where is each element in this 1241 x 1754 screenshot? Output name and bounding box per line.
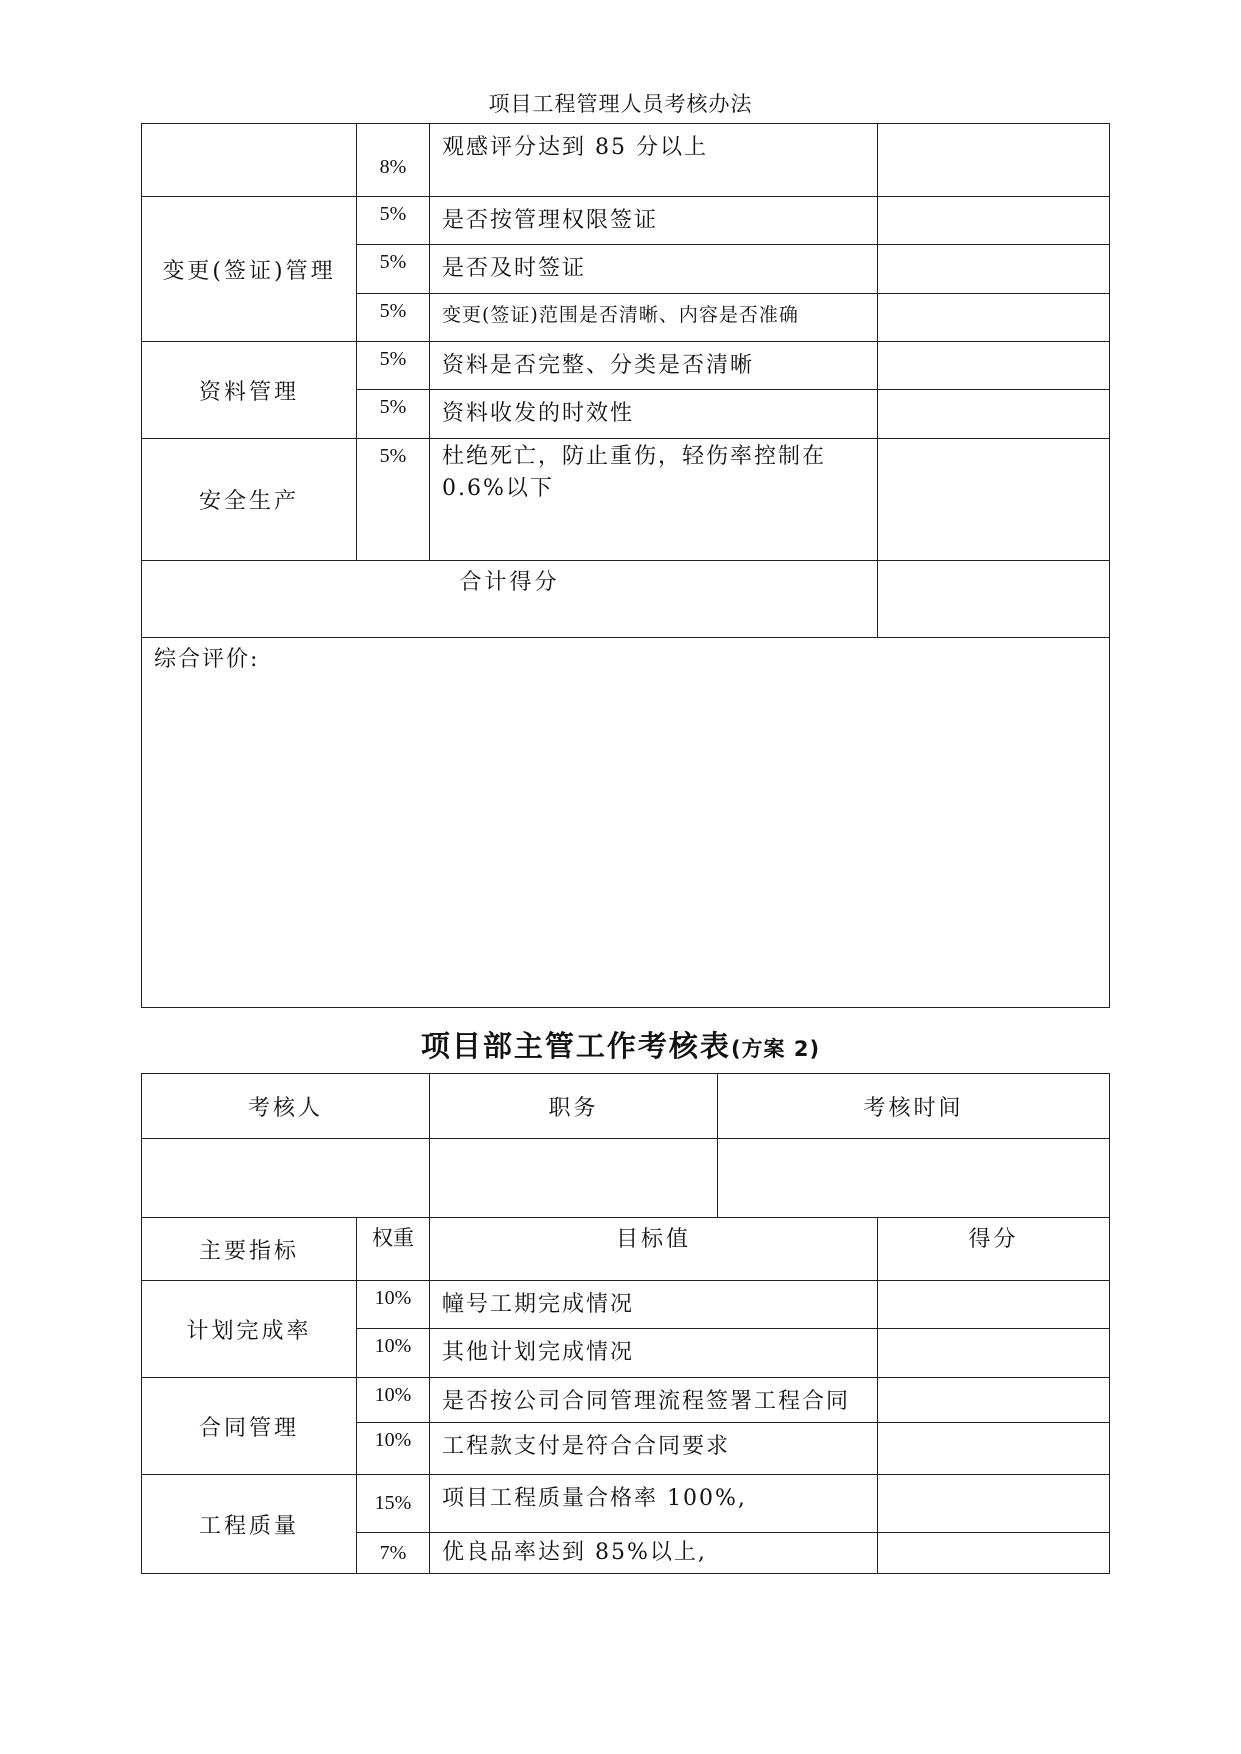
target-cell: 其他计划完成情况 — [430, 1329, 878, 1378]
score-cell[interactable] — [878, 197, 1110, 245]
weight-header: 权重 — [357, 1218, 430, 1281]
category-cell: 资料管理 — [142, 342, 357, 439]
section-title-text: 项目部主管工作考核表 — [420, 1029, 731, 1063]
weight-cell: 5% — [357, 245, 430, 294]
score-header: 得分 — [878, 1218, 1110, 1281]
category-cell: 工程质量 — [142, 1475, 357, 1574]
table-row — [142, 439, 1110, 561]
target-cell: 幢号工期完成情况 — [430, 1281, 878, 1329]
score-cell[interactable] — [878, 124, 1110, 197]
score-cell[interactable] — [878, 245, 1110, 294]
weight-cell: 7% — [357, 1533, 430, 1574]
weight-cell: 10% — [357, 1378, 430, 1423]
total-row — [142, 561, 1110, 638]
table-row — [142, 342, 1110, 390]
assessment-table-continued — [141, 123, 1110, 1008]
score-cell[interactable] — [878, 439, 1110, 561]
position-value[interactable] — [430, 1139, 718, 1218]
weight-cell: 5% — [357, 342, 430, 390]
header-values-row — [142, 1139, 1110, 1218]
target-cell: 观感评分达到 85 分以上 — [430, 124, 878, 197]
weight-cell: 10% — [357, 1329, 430, 1378]
score-cell[interactable] — [878, 1378, 1110, 1423]
time-value[interactable] — [718, 1139, 1110, 1218]
target-cell: 是否按管理权限签证 — [430, 197, 878, 245]
header-row — [142, 1074, 1110, 1139]
section-title — [0, 1024, 1241, 1065]
category-cell: 变更(签证)管理 — [142, 197, 357, 342]
target-header: 目标值 — [430, 1218, 878, 1281]
score-cell[interactable] — [878, 342, 1110, 390]
table-row — [142, 1378, 1110, 1423]
score-cell[interactable] — [878, 1423, 1110, 1475]
weight-cell: 5% — [357, 390, 430, 439]
category-cell: 合同管理 — [142, 1378, 357, 1475]
weight-cell: 5% — [357, 197, 430, 245]
target-cell: 杜绝死亡，防止重伤，轻伤率控制在0.6%以下 — [430, 439, 878, 561]
weight-cell: 10% — [357, 1281, 430, 1329]
score-cell[interactable] — [878, 390, 1110, 439]
position-header: 职务 — [430, 1074, 718, 1139]
score-cell[interactable] — [878, 1533, 1110, 1574]
assessor-header: 考核人 — [142, 1074, 430, 1139]
supervisor-assessment-table — [141, 1073, 1110, 1574]
indicator-cell — [142, 124, 357, 197]
evaluation-label[interactable]: 综合评价: — [142, 638, 1110, 1008]
indicator-header: 主要指标 — [142, 1218, 357, 1281]
target-cell: 是否及时签证 — [430, 245, 878, 294]
score-cell[interactable] — [878, 1329, 1110, 1378]
target-cell: 资料收发的时效性 — [430, 390, 878, 439]
weight-cell: 5% — [357, 439, 430, 561]
assessor-value[interactable] — [142, 1139, 430, 1218]
table-row — [142, 197, 1110, 245]
target-cell: 变更(签证)范围是否清晰、内容是否准确 — [430, 294, 878, 342]
table-row — [142, 1281, 1110, 1329]
target-cell: 项目工程质量合格率 100%, — [430, 1475, 878, 1533]
page-header: 项目工程管理人员考核办法 — [488, 92, 753, 116]
score-cell[interactable] — [878, 1281, 1110, 1329]
score-cell[interactable] — [878, 1475, 1110, 1533]
column-header-row — [142, 1218, 1110, 1281]
target-cell: 工程款支付是符合合同要求 — [430, 1423, 878, 1475]
section-subtitle: (方案 2) — [730, 1037, 821, 1061]
total-label: 合计得分 — [142, 561, 878, 638]
weight-cell: 15% — [357, 1475, 430, 1533]
weight-cell: 10% — [357, 1423, 430, 1475]
target-cell: 资料是否完整、分类是否清晰 — [430, 342, 878, 390]
target-cell: 是否按公司合同管理流程签署工程合同 — [430, 1378, 878, 1423]
category-cell: 安全生产 — [142, 439, 357, 561]
category-cell: 计划完成率 — [142, 1281, 357, 1378]
table-row — [142, 124, 1110, 197]
weight-cell: 8% — [357, 124, 430, 197]
score-cell[interactable] — [878, 294, 1110, 342]
evaluation-row — [142, 638, 1110, 1008]
time-header: 考核时间 — [718, 1074, 1110, 1139]
target-cell: 优良品率达到 85%以上, — [430, 1533, 878, 1574]
weight-cell: 5% — [357, 294, 430, 342]
total-score-cell[interactable] — [878, 561, 1110, 638]
table-row — [142, 1475, 1110, 1533]
